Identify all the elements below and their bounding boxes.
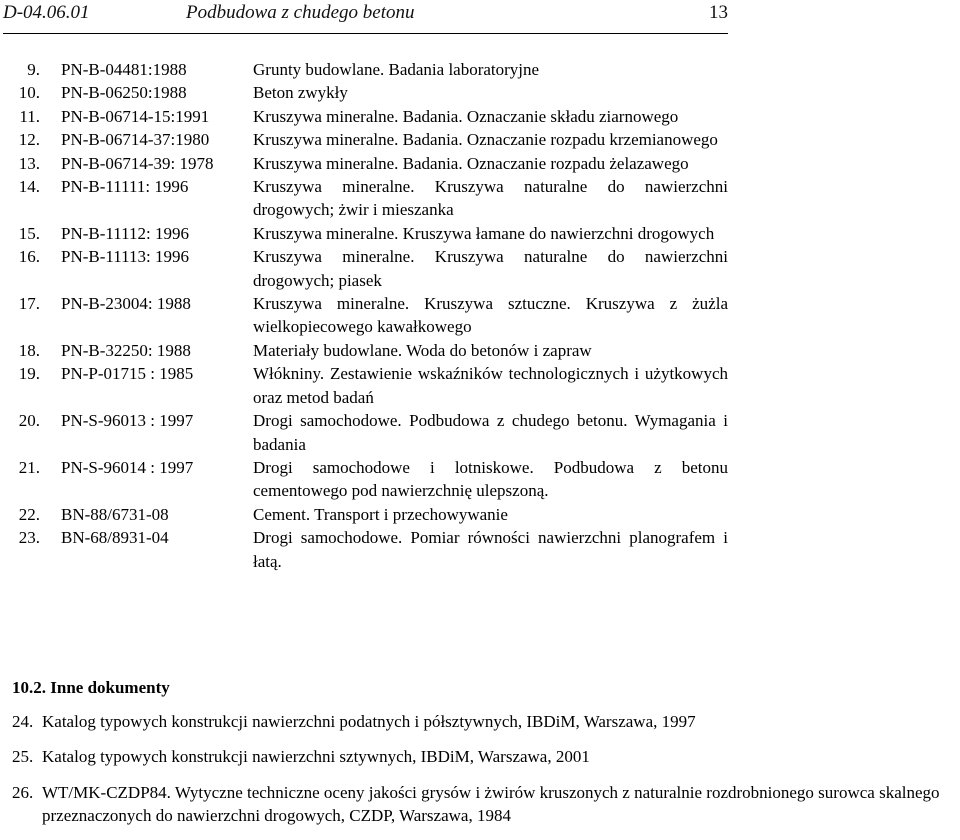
standard-item xyxy=(0,58,728,81)
standard-item xyxy=(0,105,728,128)
document-number: 26. xyxy=(12,782,34,802)
standard-description: Kruszywa mineralne. Kruszywa naturalne do nawierzchni drogowych; piasek xyxy=(253,247,728,290)
standard-code: PN-B-23004: 1988 xyxy=(61,294,191,314)
standard-item xyxy=(0,81,728,104)
standard-number: 17. xyxy=(18,294,40,314)
standard-code: PN-S-96014 : 1997 xyxy=(61,457,194,477)
standard-number: 20. xyxy=(18,411,40,431)
standard-description: Beton zwykły xyxy=(253,83,348,103)
standard-number: 21. xyxy=(18,457,40,477)
standard-code: BN-88/6731-08 xyxy=(61,504,169,524)
standard-item xyxy=(0,456,728,503)
standard-code: PN-B-06250:1988 xyxy=(61,83,187,103)
standard-number: 19. xyxy=(18,364,40,384)
standard-number: 10. xyxy=(18,83,40,103)
document-text: Katalog typowych konstrukcji nawierzchni sztywnych, IBDiM, Warszawa, 2001 xyxy=(42,747,590,767)
standard-description: Kruszywa mineralne. Badania. Oznaczanie składu ziarnowego xyxy=(253,106,679,126)
standard-code: PN-B-11111: 1996 xyxy=(61,177,189,197)
standard-item xyxy=(0,292,728,339)
standard-number: 11. xyxy=(19,106,40,126)
standard-number: 23. xyxy=(18,528,40,548)
standard-code: PN-B-06714-15:1991 xyxy=(61,106,210,126)
standard-number: 22. xyxy=(18,504,40,524)
section-heading: 10.2. Inne dokumenty xyxy=(12,678,170,697)
standard-item xyxy=(0,526,728,573)
standard-description: Drogi samochodowe i lotniskowe. Podbudowa z betonu cementowego pod nawierzchnię ulepszoną. xyxy=(253,457,728,501)
standard-item xyxy=(0,152,728,175)
standard-description: Kruszywa mineralne. Badania. Oznaczanie rozpadu żelazawego xyxy=(253,153,689,173)
standard-description: Drogi samochodowe. Podbudowa z chudego betonu. Wymagania i badania xyxy=(253,411,728,454)
standard-description: Kruszywa mineralne. Kruszywa sztuczne. Kruszywa z żużla wielkopiecowego kawałkowego xyxy=(253,294,728,337)
document-code: D-04.06.01 xyxy=(3,2,90,23)
document-title: Podbudowa z chudego betonu xyxy=(186,2,415,23)
standard-item xyxy=(0,409,728,456)
standard-number: 14. xyxy=(18,177,40,197)
standard-number: 9. xyxy=(27,60,40,79)
page-number: 13 xyxy=(709,2,728,23)
documents-list xyxy=(12,710,960,840)
standard-code: PN-S-96013 : 1997 xyxy=(61,411,194,431)
standard-description: Materiały budowlane. Woda do betonów i zapraw xyxy=(253,340,592,360)
document-item xyxy=(12,745,960,768)
standard-item xyxy=(0,503,728,526)
standard-number: 16. xyxy=(18,247,40,267)
standard-item xyxy=(0,362,728,409)
document-text: Katalog typowych konstrukcji nawierzchni podatnych i półsztywnych, IBDiM, Warszawa, 1997 xyxy=(42,712,696,731)
standard-description: Kruszywa mineralne. Badania. Oznaczanie rozpadu krzemianowego xyxy=(253,130,718,150)
standard-description: Cement. Transport i przechowywanie xyxy=(253,504,508,524)
standard-code: PN-B-11113: 1996 xyxy=(61,247,189,267)
standard-code: BN-68/8931-04 xyxy=(61,528,169,548)
standard-item xyxy=(0,128,728,151)
standard-code: PN-B-04481:1988 xyxy=(61,60,187,79)
document-text: WT/MK-CZDP84. Wytyczne techniczne oceny jakości grysów i żwirów kruszonych z naturalnie rozdrobnionego surowca skalnego przeznaczonych do nawierzchni drogowych, CZDP, Warszawa, 1984 xyxy=(42,782,940,826)
standard-code: PN-B-06714-39: 1978 xyxy=(61,153,214,173)
standard-item xyxy=(0,339,728,362)
standard-code: PN-B-11112: 1996 xyxy=(61,223,189,243)
document-item xyxy=(12,781,960,828)
standard-description: Włókniny. Zestawienie wskaźników technologicznych i użytkowych oraz metod badań xyxy=(253,364,728,407)
standards-list xyxy=(0,58,728,573)
standard-item xyxy=(0,245,728,292)
standard-code: PN-B-32250: 1988 xyxy=(61,340,191,360)
standard-number: 15. xyxy=(18,223,40,243)
standard-description: Kruszywa mineralne. Kruszywa naturalne do nawierzchni drogowych; żwir i mieszanka xyxy=(253,177,728,220)
standard-item xyxy=(0,175,728,222)
page-header xyxy=(3,2,728,34)
standard-number: 13. xyxy=(18,153,40,173)
standard-number: 18. xyxy=(18,340,40,360)
standard-code: PN-P-01715 : 1985 xyxy=(61,364,194,384)
document-number: 24. xyxy=(12,712,34,731)
standard-item xyxy=(0,222,728,245)
standard-code: PN-B-06714-37:1980 xyxy=(61,130,210,150)
standard-description: Grunty budowlane. Badania laboratoryjne xyxy=(253,60,540,79)
standard-description: Kruszywa mineralne. Kruszywa łamane do nawierzchni drogowych xyxy=(253,223,715,243)
document-item xyxy=(12,710,960,733)
standard-number: 12. xyxy=(18,130,40,150)
document-number: 25. xyxy=(12,747,34,767)
standard-description: Drogi samochodowe. Pomiar równości nawierzchni planografem i łatą. xyxy=(253,528,728,571)
